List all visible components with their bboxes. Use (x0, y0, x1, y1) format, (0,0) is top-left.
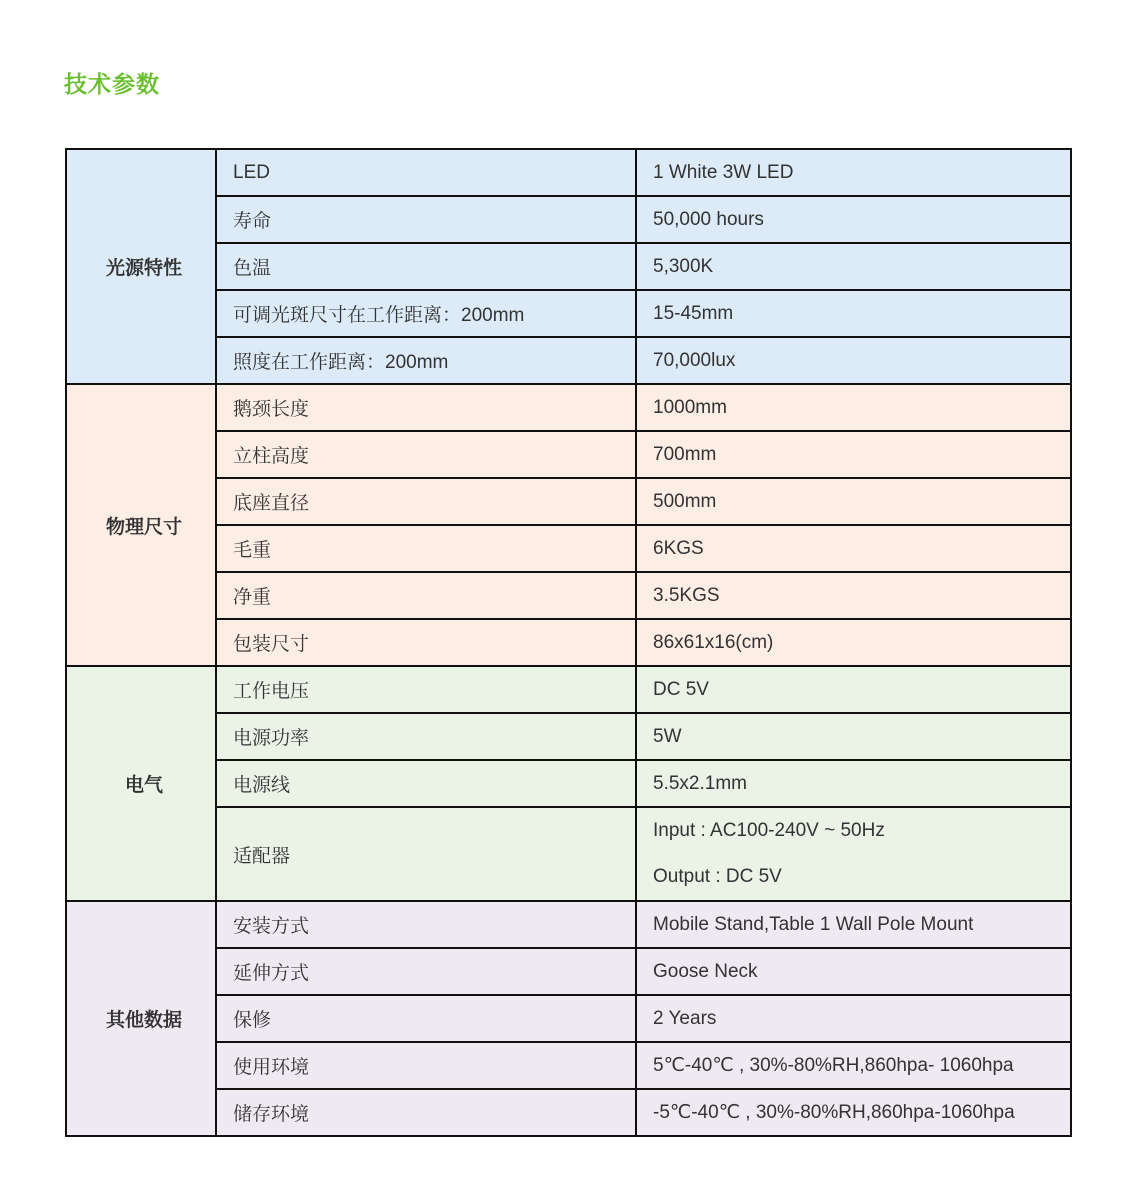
spec-label-cell: LED (216, 149, 636, 196)
spec-label-cell: 适配器 (216, 807, 636, 901)
spec-label-cell: 安装方式 (216, 901, 636, 948)
table-row (66, 290, 1071, 337)
spec-label-cell: 照度在工作距离：200mm (216, 337, 636, 384)
spec-value-cell: 6KGS (636, 525, 1071, 572)
spec-label-cell: 寿命 (216, 196, 636, 243)
spec-value-cell: 86x61x16(cm) (636, 619, 1071, 666)
spec-value-cell: 1 White 3W LED (636, 149, 1071, 196)
table-row (66, 337, 1071, 384)
spec-value-cell: Mobile Stand,Table 1 Wall Pole Mount (636, 901, 1071, 948)
section-category-cell: 光源特性 (66, 149, 216, 384)
spec-label-cell: 储存环境 (216, 1089, 636, 1136)
page-title: 技术参数 (64, 71, 160, 97)
table-row (66, 619, 1071, 666)
spec-label-cell: 鹅颈长度 (216, 384, 636, 431)
spec-value-cell: 70,000lux (636, 337, 1071, 384)
spec-label-cell: 电源线 (216, 760, 636, 807)
spec-label-cell: 立柱高度 (216, 431, 636, 478)
table-row (66, 243, 1071, 290)
table-row (66, 196, 1071, 243)
spec-value-cell: 5℃-40℃ , 30%-80%RH,860hpa- 1060hpa (636, 1042, 1071, 1089)
section-physical-size (66, 384, 1071, 666)
spec-label-cell: 毛重 (216, 525, 636, 572)
section-electrical (66, 666, 1071, 901)
spec-label-cell: 保修 (216, 995, 636, 1042)
adapter-output-line: Output : DC 5V (653, 866, 782, 887)
table-row-adapter (66, 807, 1071, 901)
spec-value-cell: 500mm (636, 478, 1071, 525)
spec-table (65, 148, 1072, 1137)
spec-value-cell: -5℃-40℃ , 30%-80%RH,860hpa-1060hpa (636, 1089, 1071, 1136)
spec-value-cell: 5.5x2.1mm (636, 760, 1071, 807)
adapter-input-line: Input : AC100-240V ~ 50Hz (653, 820, 885, 841)
section-category-cell: 电气 (66, 666, 216, 901)
spec-value-cell: DC 5V (636, 666, 1071, 713)
spec-value-cell: 3.5KGS (636, 572, 1071, 619)
spec-value-cell: 2 Years (636, 995, 1071, 1042)
table-row (66, 1089, 1071, 1136)
spec-label-cell: 包装尺寸 (216, 619, 636, 666)
spec-value-cell: 5W (636, 713, 1071, 760)
table-row (66, 431, 1071, 478)
spec-label-cell: 工作电压 (216, 666, 636, 713)
spec-label-cell: 延伸方式 (216, 948, 636, 995)
spec-value-cell: 50,000 hours (636, 196, 1071, 243)
table-row (66, 713, 1071, 760)
spec-label-cell: 净重 (216, 572, 636, 619)
spec-label-cell: 电源功率 (216, 713, 636, 760)
table-row (66, 1042, 1071, 1089)
spec-label-cell: 使用环境 (216, 1042, 636, 1089)
table-row (66, 666, 1071, 713)
spec-value-cell: 5,300K (636, 243, 1071, 290)
table-row (66, 525, 1071, 572)
spec-label-cell: 可调光斑尺寸在工作距离：200mm (216, 290, 636, 337)
table-row (66, 948, 1071, 995)
section-light-source (66, 149, 1071, 384)
spec-value-cell: Goose Neck (636, 948, 1071, 995)
table-row (66, 901, 1071, 948)
spec-label-cell: 底座直径 (216, 478, 636, 525)
table-row (66, 760, 1071, 807)
table-row (66, 995, 1071, 1042)
section-category-cell: 物理尺寸 (66, 384, 216, 666)
spec-value-cell: 15-45mm (636, 290, 1071, 337)
table-row (66, 572, 1071, 619)
spec-value-cell: 700mm (636, 431, 1071, 478)
table-row (66, 149, 1071, 196)
table-row (66, 384, 1071, 431)
section-category-cell: 其他数据 (66, 901, 216, 1136)
table-row (66, 478, 1071, 525)
spec-value-cell: 1000mm (636, 384, 1071, 431)
section-other-data (66, 901, 1071, 1136)
spec-label-cell: 色温 (216, 243, 636, 290)
spec-value-cell (636, 807, 1071, 901)
